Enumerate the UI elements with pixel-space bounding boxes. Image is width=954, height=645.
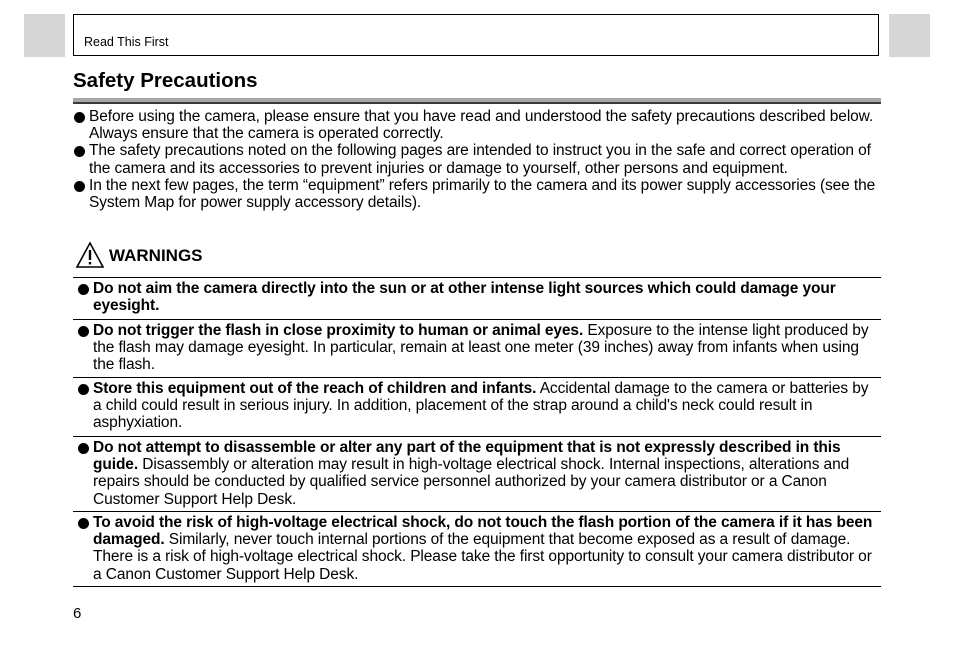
warning-item (77, 439, 879, 508)
intro-item-text: Before using the camera, please ensure that you have read and understood the safety precautions described below. Always ensure that the camera is operated correctly. (89, 108, 874, 143)
warning-block (73, 436, 881, 511)
warning-block (73, 277, 881, 319)
intro-item (73, 108, 881, 142)
warning-item-text: Disassembly or alteration may result in high-voltage electrical shock. Internal inspections, alterations and repairs should be conducted by qualified service personnel authorized by your camera distributor or a Canon Customer Support Help Desk. (93, 456, 850, 508)
page-title: Safety Precautions (73, 69, 258, 92)
page-number: 6 (73, 605, 82, 622)
warning-item (77, 514, 879, 583)
section-header-label: Read This First (84, 34, 169, 49)
warning-item-text: Exposure to the intense light produced by the flash may damage eyesight. In particular, remain at least one meter (39 inches) away from infants when using the flash. (93, 322, 869, 374)
left-margin-tab (24, 14, 65, 57)
intro-item (73, 142, 881, 176)
intro-item (73, 177, 881, 211)
warning-item-bold: Store this equipment out of the reach of children and infants. (93, 380, 537, 397)
warning-item-bold: To avoid the risk of high-voltage electrical shock, do not touch the flash portion of the camera if it has been damaged. (93, 514, 873, 549)
right-margin-tab (889, 14, 930, 57)
bullet-icon (78, 384, 89, 395)
warning-item (77, 280, 879, 314)
warning-triangle-icon (75, 241, 105, 269)
warnings-heading (75, 241, 203, 269)
intro-list (73, 108, 881, 211)
warning-item-bold: Do not trigger the flash in close proximity to human or animal eyes. (93, 322, 584, 339)
warnings-list (73, 277, 881, 587)
intro-item-text: The safety precautions noted on the following pages are intended to instruct you in the safe and correct operation of the camera and its accessories to prevent injuries or damage to yourself, other persons and equipment. (89, 142, 871, 177)
warning-block (73, 511, 881, 587)
warning-block (73, 319, 881, 377)
warning-item-text: Similarly, never touch internal portions of the equipment that become exposed as a result of damage. There is a risk of high-voltage electrical shock. Please take the first opportunity to consult your camera distributor or a Canon Customer Support Help Desk. (93, 531, 872, 583)
title-rule (73, 98, 881, 104)
intro-item-text: In the next few pages, the term “equipment” refers primarily to the camera and its power supply accessories (see the System Map for power supply accessory details). (89, 176, 876, 212)
warning-block (73, 377, 881, 436)
bullet-icon (78, 326, 89, 337)
bullet-icon (78, 518, 89, 529)
warning-item (77, 380, 879, 432)
bullet-icon (74, 112, 85, 123)
bullet-icon (74, 181, 85, 192)
warning-item-text: Accidental damage to the camera or batteries by a child could result in serious injury. In addition, placement of the strap around a child's neck could result in asphyxiation. (93, 380, 869, 432)
bullet-icon (78, 284, 89, 295)
warnings-title: WARNINGS (109, 245, 203, 265)
warning-item (77, 322, 879, 374)
section-header-box (73, 14, 879, 56)
warning-item-bold: Do not attempt to disassemble or alter any part of the equipment that is not expressly described in this guide. (93, 439, 841, 474)
bullet-icon (74, 146, 85, 157)
bullet-icon (78, 443, 89, 454)
warning-item-bold: Do not aim the camera directly into the sun or at other intense light sources which could damage your eyesight. (93, 280, 836, 315)
